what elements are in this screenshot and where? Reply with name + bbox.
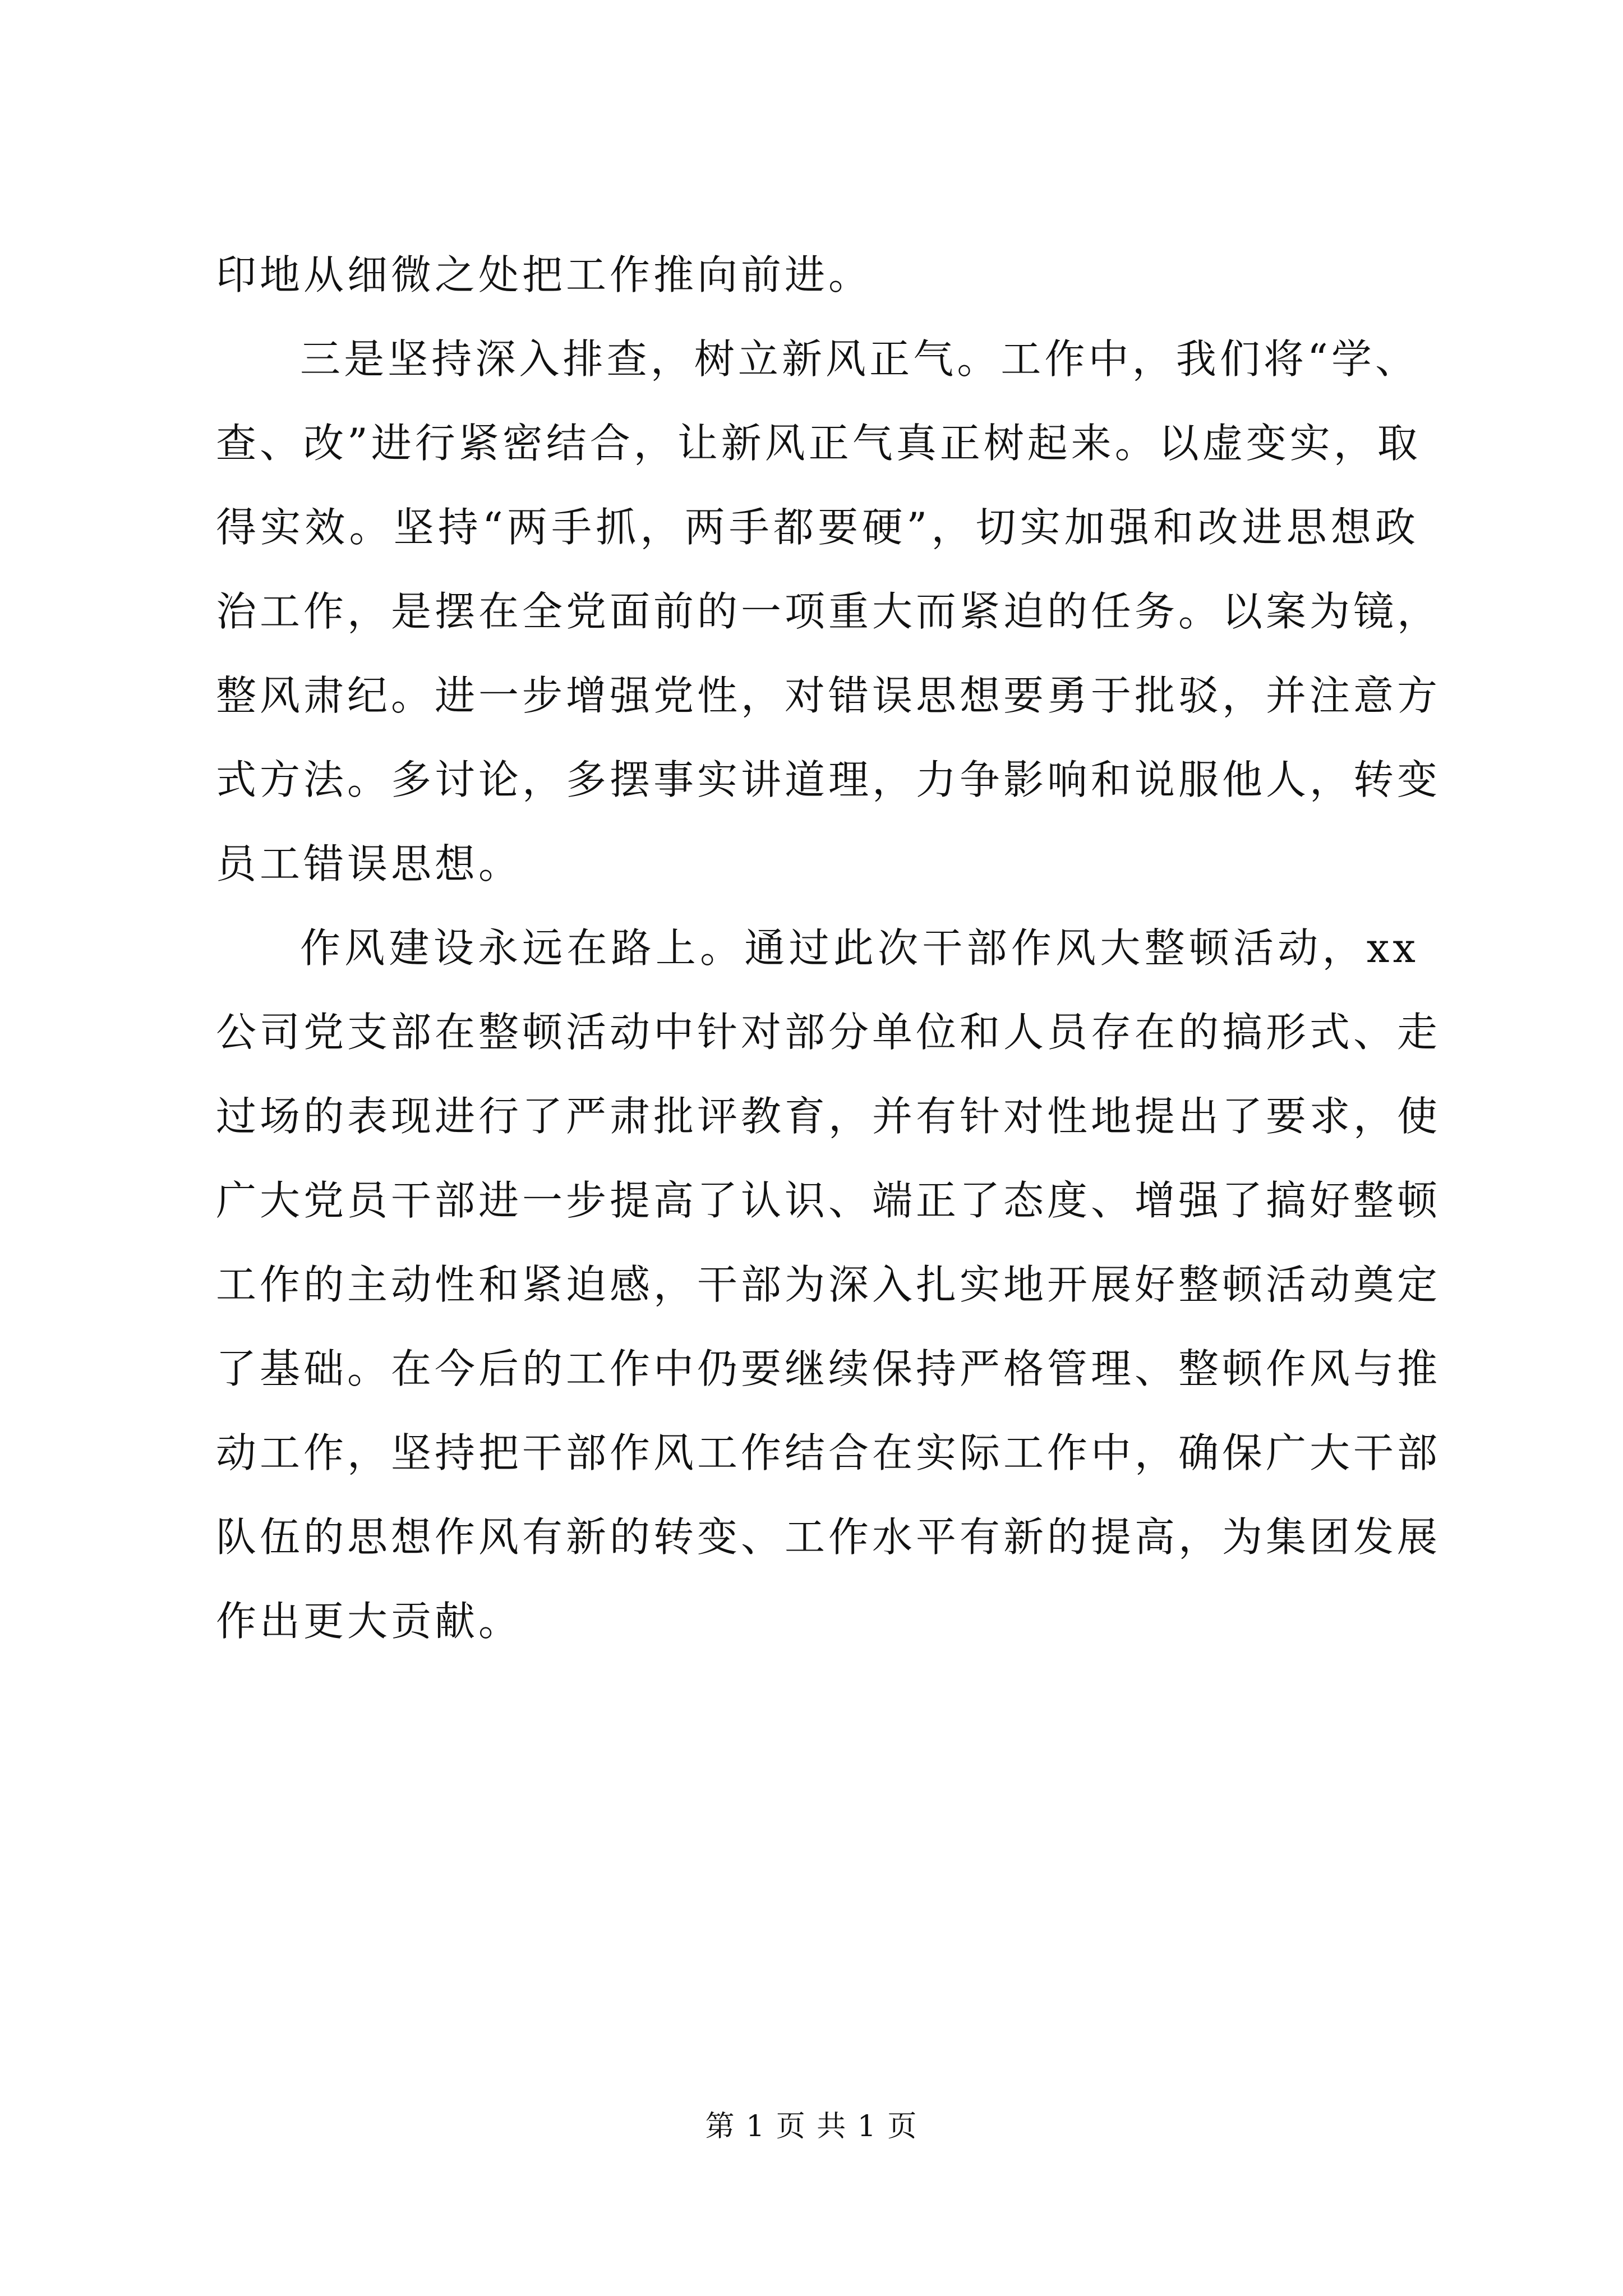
paragraph-line: 动工作，坚持把干部作风工作结合在实际工作中，确保广大干部 [216,1429,1441,1476]
paragraph-line: 了基础。在今后的工作中仍要继续保持严格管理、整顿作风与推 [216,1345,1441,1392]
paragraph-line: 员工错误思想。 [216,840,523,887]
paragraph-line: 查、改”进行紧密结合，让新风正气真正树起来。以虚变实，取 [216,420,1421,467]
paragraph-line: 广大党员干部进一步提高了认识、端正了态度、增强了搞好整顿 [216,1177,1441,1224]
page-number-footer: 第 1 页 共 1 页 [705,2110,918,2143]
paragraph-line: 作出更大贡献。 [216,1598,523,1645]
paragraph-line: 得实效。坚持“两手抓，两手都要硬”，切实加强和改进思想政 [216,504,1419,551]
paragraph-line: 公司党支部在整顿活动中针对部分单位和人员存在的搞形式、走 [216,1009,1441,1056]
paragraph-line: 治工作，是摆在全党面前的一项重大而紧迫的任务。以案为镜， [216,588,1441,635]
paragraph-line: 印地从细微之处把工作推向前进。 [216,251,873,298]
paragraph-line: 作风建设永远在路上。通过此次干部作风大整顿活动，xx [300,924,1419,972]
paragraph-line: 三是坚持深入排查，树立新风正气。工作中，我们将“学、 [300,335,1419,383]
paragraph-line: 过场的表现进行了严肃批评教育，并有针对性地提出了要求，使 [216,1093,1441,1140]
paragraph-line: 式方法。多讨论，多摆事实讲道理，力争影响和说服他人，转变 [216,756,1441,803]
paragraph-line: 队伍的思想作风有新的转变、工作水平有新的提高，为集团发展 [216,1513,1441,1561]
paragraph-line: 工作的主动性和紧迫感，干部为深入扎实地开展好整顿活动奠定 [216,1261,1441,1308]
paragraph-line: 整风肃纪。进一步增强党性，对错误思想要勇于批驳，并注意方 [216,672,1441,719]
